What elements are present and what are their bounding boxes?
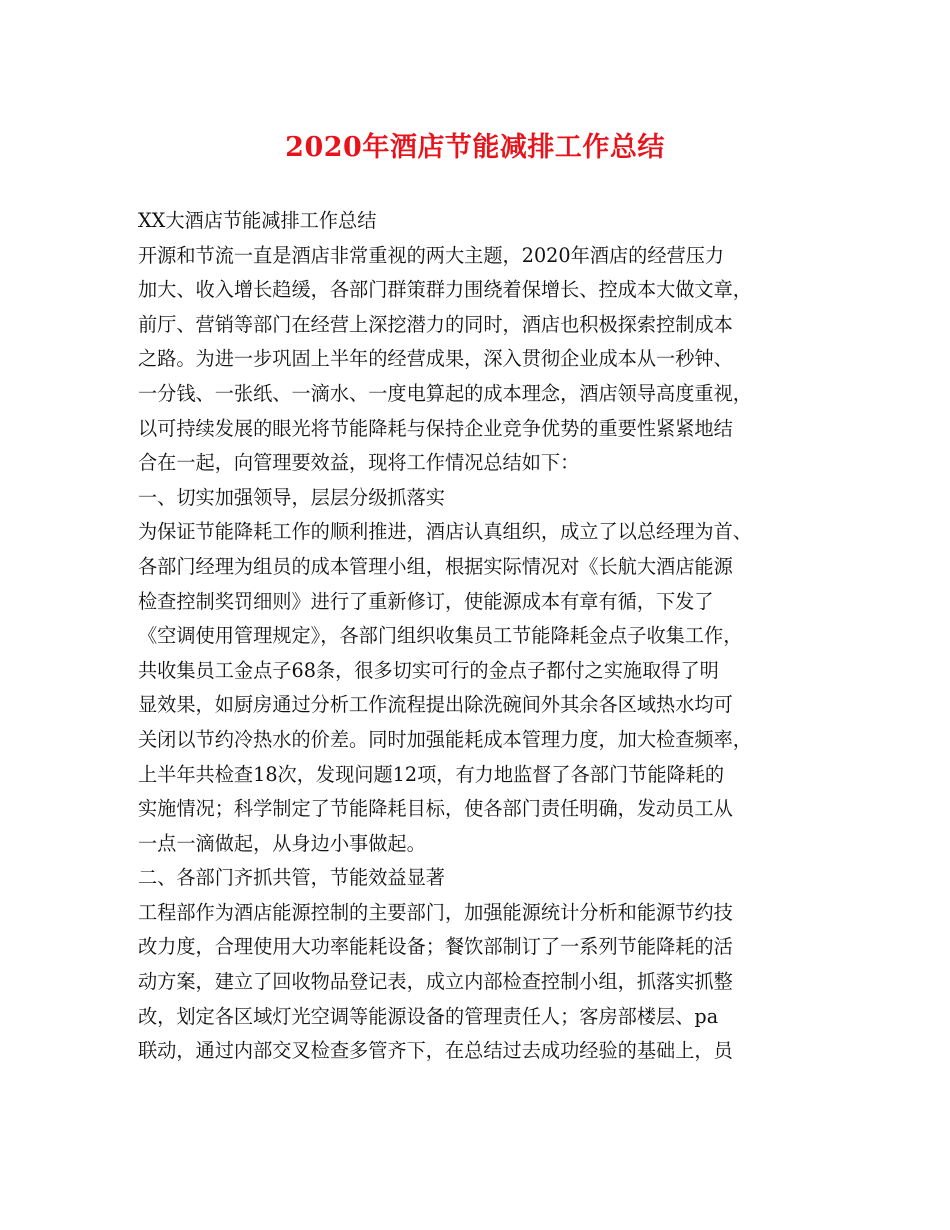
document-body	[138, 204, 828, 1069]
paragraph-line: 之路。为进一步巩固上半年的经营成果，深入贯彻企业成本从一秒钟、	[138, 347, 733, 371]
paragraph-line: 检查控制奖罚细则》进行了重新修订，使能源成本有章有循，下发了	[138, 589, 714, 613]
paragraph-line: 动方案，建立了回收物品登记表，成立内部检查控制小组，抓落实抓整	[138, 970, 733, 994]
section-heading: 二、各部门齐抓共管，节能效益显著	[138, 866, 445, 890]
paragraph-line: 一分钱、一张纸、一滴水、一度电算起的成本理念，酒店领导高度重视，	[138, 381, 752, 405]
paragraph-line: 联动，通过内部交叉检查多管齐下，在总结过去成功经验的基础上，员	[138, 1039, 733, 1063]
paragraph-line: 显效果，如厨房通过分析工作流程提出除洗碗间外其余各区域热水均可	[138, 693, 733, 717]
paragraph-line: 共收集员工金点子68条，很多切实可行的金点子都付之实施取得了明	[138, 658, 719, 682]
paragraph-line: 实施情况；科学制定了节能降耗目标，使各部门责任明确，发动员工从	[138, 797, 733, 821]
paragraph-line: 改力度，合理使用大功率能耗设备；餐饮部制订了一系列节能降耗的活	[138, 935, 733, 959]
paragraph-line: 合在一起，向管理要效益，现将工作情况总结如下：	[138, 451, 580, 475]
paragraph-line: 加大、收入增长趋缓，各部门群策群力围绕着保增长、控成本大做文章，	[138, 278, 752, 302]
paragraph-line: 各部门经理为组员的成本管理小组，根据实际情况对《长航大酒店能源	[138, 554, 733, 578]
paragraph-line: 关闭以节约冷热水的价差。同时加强能耗成本管理力度，加大检查频率，	[138, 727, 752, 751]
paragraph-line: 工程部作为酒店能源控制的主要部门，加强能源统计分析和能源节约技	[138, 900, 733, 924]
subtitle-line: XX大酒店节能减排工作总结	[138, 209, 377, 232]
paragraph-line: 为保证节能降耗工作的顺利推进，酒店认真组织，成立了以总经理为首、	[138, 520, 752, 544]
paragraph-line: 一点一滴做起，从身边小事做起。	[138, 831, 426, 855]
paragraph-line: 上半年共检查18次，发现问题12项，有力地监督了各部门节能降耗的	[138, 762, 725, 786]
paragraph-line: 开源和节流一直是酒店非常重视的两大主题，2020年酒店的经营压力	[138, 243, 725, 267]
paragraph-line: 改，划定各区域灯光空调等能源设备的管理责任人；客房部楼层、pa	[138, 1004, 719, 1028]
section-heading: 一、切实加强领导，层层分级抓落实	[138, 485, 445, 509]
paragraph-line: 前厅、营销等部门在经营上深挖潜力的同时，酒店也积极探索控制成本	[138, 312, 733, 336]
paragraph-line: 以可持续发展的眼光将节能降耗与保持企业竞争优势的重要性紧紧地结	[138, 416, 733, 440]
document-title: 2020年酒店节能减排工作总结	[285, 132, 665, 163]
paragraph-line: 《空调使用管理规定》，各部门组织收集员工节能降耗金点子收集工作，	[138, 624, 743, 648]
